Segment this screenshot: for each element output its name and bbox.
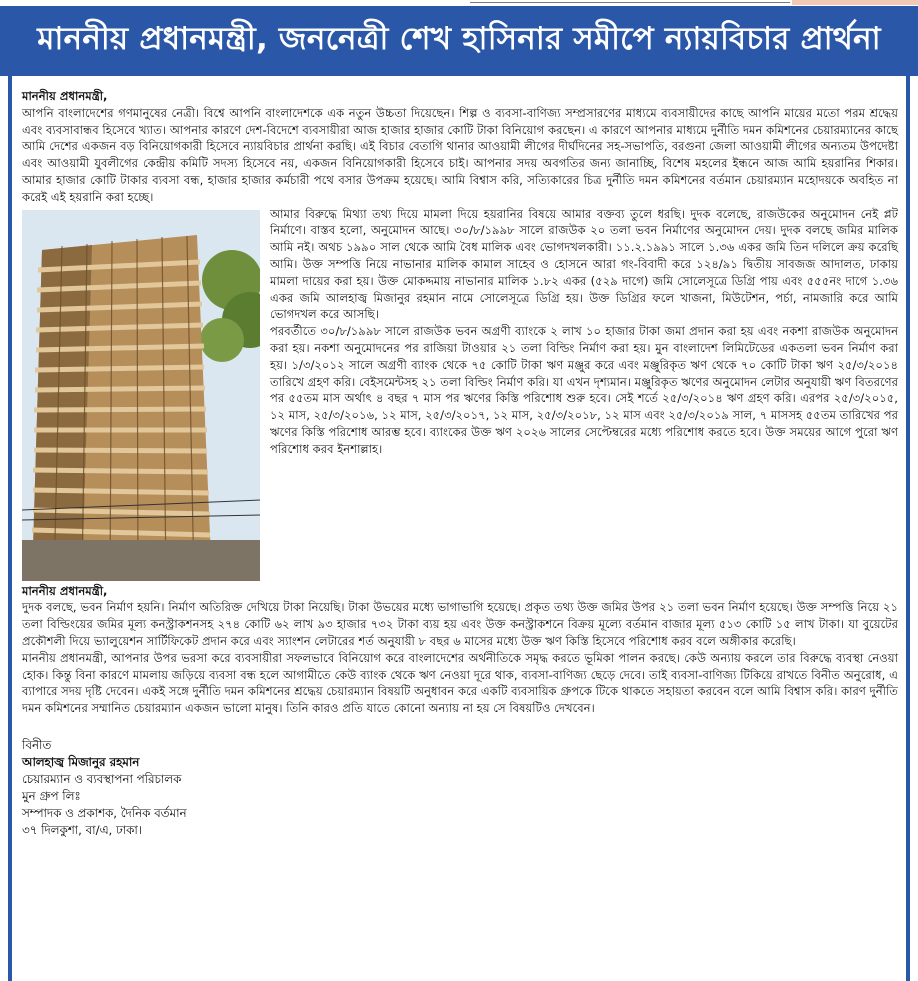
paragraph-case-details: আমার বিরুদ্ধে মিথ্যা তথ্য দিয়ে মামলা দিয়ে হয়রানির বিষয়ে আমার বক্তব্য তুলে ধরছি। দুদক বলেছে, রাজউকের অনুমোদন নেই প্লট নির্মাণে। বাস্তব হলো, অনুমোদন আছে। ৩০/৮/১৯৯৮ সালে রাজউক ২০ তলা ভবন নির্মাণের অনুমোদন দেয়। দুদক বলছে জমির মালিক আমি নই। অথচ ১৯৯০ সাল থেকে আমি বৈধ মালিক এবং ভোগদখলকারী। ১১.২.১৯৯১ সালে ১.৩৬ একর জমি তিন দলিলে ক্রয় করেছি আমি। উক্ত সম্পত্তি নিয়ে নাভানার মালিক কামাল সাহেব ও হোসনে আরা গং-বিবাদী করে ১২৪/৯১ দ্বিতীয় সাবজজ আদালত, ঢাকায় মামলা দায়ের করা হয়। উক্ত মোকদ্দমায় নাভানার মালিক ১.৮২ একর (৫২৯ দাগে) জমি সোলেসূত্রে ডিগ্রি পায় এবং ৫৫৫নং দাগে ১.৩৬ একর জমি আলহাজ্ব মিজানুর রহমান নামে সোলেসূত্রে ডিগ্রি হয়। উক্ত ডিগ্রির ফলে খাজনা, মিউটেশন, পর্চা, নামজারি করে আমি ভোগদখল করে আসছি। [270, 206, 898, 322]
salutation-first: মাননীয় প্রধানমন্ত্রী, [22, 89, 108, 103]
signature-block [22, 737, 898, 839]
building-photo [22, 210, 260, 581]
signature-closing: বিনীত [22, 737, 52, 752]
headline-banner [0, 6, 918, 76]
signature-role: সম্পাদক ও প্রকাশক, দৈনিক বর্তমান [22, 805, 187, 820]
signature-address: ৩৭ দিলকুশা, বা/এ, ঢাকা। [22, 822, 143, 837]
signature-name: আলহাজ্ব মিজানুর রহমান [22, 754, 140, 769]
paragraph-appeal: মাননীয় প্রধানমন্ত্রী, আপনার উপর ভরসা করে ব্যবসায়ীরা সফলভাবে বিনিয়োগ করে বাংলাদেশের অর্থনীতিকে সমৃদ্ধ করতে ভূমিকা পালন করছে। কেউ অন্যায় করলে তার বিরুদ্ধে ব্যবস্থা নেওয়া হোক। কিন্তু বিনা কারণে মামলায় জড়িয়ে ব্যবসা বন্ধ হলে আগামীতে কেউ ব্যাংক থেকে ঋণ নেওয়া দূরে থাক, ব্যবসা-বাণিজ্য ছেড়ে দেবে। তাই ব্যবসা-বাণিজ্য টিকিয়ে রাখতে বিনীত অনুরোধ, এ ব্যাপারে সদয় দৃষ্টি দেবেন। একই সঙ্গে দুর্নীতি দমন কমিশনের শ্রদ্ধেয় চেয়ারম্যান বিষয়টি অনুধাবন করে একটি ব্যবসায়িক গ্রুপকে টিকে থাকতে সহায়তা করবেন বলে আমি বিশ্বাস করি। কারণ দুর্নীতি দমন কমিশনের সম্মানিত চেয়ারম্যান একজন ভালো মানুষ। তিনি কারও প্রতি যাতে কোনো অন্যায় না হয় সে বিষয়টিও দেখবেন। [22, 650, 898, 716]
paragraph-loan-details: পরবর্তীতে ৩০/৮/১৯৯৮ সালে রাজউক ভবন অগ্রণী ব্যাংকে ২ লাখ ১০ হাজার টাকা জমা প্রদান করা হয় এবং নকশা রাজউক অনুমোদন করা হয়। নকশা অনুমোদনের পর রাজিয়া টাওয়ার ২১ তলা বিল্ডিং নির্মাণ করা হয়। মুন বাংলাদেশ লিমিটেডের একতলা ভবন নির্মাণ করা হয়। ১/৩/২০১২ সালে অগ্রণী ব্যাংক থেকে ৭৫ কোটি টাকা ঋণ মঞ্জুর করে এবং মঞ্জুরিকৃত ঋণ থেকে ৭০ কোটি টাকা ঋণ ২৫/৩/২০১৪ তারিখে গ্রহণ করি। বেইসমেন্টসহ ২১ তলা বিল্ডিং নির্মাণ করি। যা এখন দৃশ্যমান। মঞ্জুরিকৃত ঋণের অনুমোদন লেটার অনুযায়ী ঋণ বিতরণের পর ৫৫তম মাস অর্থাৎ ৪ বছর ৭ মাস পর ঋণের কিস্তি পরিশোধ শুরু হবে। সেই শর্তে ২৫/৩/২০১৪ ঋণ গ্রহণ করি। এরপর ২৫/৩/২০১৫, ১২ মাস, ২৫/৩/২০১৬, ১২ মাস, ২৫/৩/২০১৭, ১২ মাস, ২৫/৩/২০১৮, ১২ মাস এবং ২৫/৩/২০১৯ সাল, ৭ মাসসহ ৫৫তম তারিখের পর ঋণের কিস্তি পরিশোধ আরম্ভ হবে। ব্যাংকের উক্ত ঋণ ২০২৬ সালের সেপ্টেম্বরের মধ্যে পরিশোধ করতে হবে। উক্ত সময়ের আগে পুরো ঋণ পরিশোধ করব ইনশাল্লাহ। [270, 324, 898, 456]
headline-title: মাননীয় প্রধানমন্ত্রী, জননেত্রী শেখ হাসিনার সমীপে ন্যায়বিচার প্রার্থনা [37, 21, 881, 57]
salutation-second: মাননীয় প্রধানমন্ত্রী, [22, 583, 108, 598]
signature-group: মুন গ্রুপ লিঃ [22, 788, 81, 803]
signature-title: চেয়ারম্যান ও ব্যবস্থাপনা পরিচালক [22, 771, 182, 786]
paragraph-construction-facts: দুদক বলছে, ভবন নির্মাণ হয়নি। নির্মাণ অতিরিক্ত দেখিয়ে টাকা নিয়েছি। টাকা উভয়ের মধ্যে ভাগাভাগি হয়েছে। প্রকৃত তথ্য উক্ত জমির উপর ২১ তলা ভবন নির্মাণ হয়েছে। উক্ত সম্পত্তি নিয়ে ২১ তলা বিল্ডিংয়ের জমির মূল্য কনস্ট্রাকশনসহ ২৭৪ কোটি ৬২ লাখ ৯৩ হাজার ৭৩২ টাকা ব্যয় হয় এবং উক্ত কনস্ট্রাকশনে বিক্রয় মূল্যে বর্তমান বাজার মূল্য ৫১৩ কোটি ১৫ লাখ টাকা। যা বুয়েটের প্রকৌশলী দিয়ে ভ্যালুয়েশন সার্টিফিকেট প্রদান করে এবং স্যাংশন লেটারের শর্ত অনুযায়ী ৮ বছর ৬ মাসের মধ্যে উক্ত ঋণ কিস্তি হিসেবে পরিশোধ করব বলে অঙ্গীকার করেছি। [22, 600, 898, 648]
top-rule [470, 2, 790, 3]
letter-body [22, 88, 898, 839]
building-illustration [22, 210, 260, 581]
top-color-tab [792, 0, 918, 5]
paragraph-intro-1: আপনি বাংলাদেশের গণমানুষের নেত্রী। বিশ্বে আপনি বাংলাদেশকে এক নতুন উচ্চতা দিয়েছেন। শিল্প ও ব্যবসা-বাণিজ্য সম্প্রসারণের মাধ্যমে ব্যবসায়ীদের কাছে আপনি মায়ের মতো পরম শ্রদ্ধেয় এবং ব্যবসাবান্ধব হিসেবে খ্যাত। আপনার কারণে দেশ-বিদেশে ব্যবসায়ীরা আজ হাজার হাজার কোটি টাকা বিনিয়োগ করছেন। এ কারণে আপনার মাধ্যমে দুর্নীতি দমন কমিশনের চেয়ারম্যানের কাছে আমি দেশের একজন বড় বিনিয়োগকারী হিসেবে ন্যায়বিচার প্রার্থনা করছি। এই বিচার বেতাগি থানার আওয়ামী লীগের দীর্ঘদিনের সহ-সভাপতি, বরগুনা জেলা আওয়ামী লীগের অন্যতম উপদেষ্টা এবং আওয়ামী যুবলীগের কেন্দ্রীয় কমিটি সদস্য হিসেবে নয়, একজন বিনিয়োগকারী হিসেবে চাই। আপনার সদয় অবগতির জন্য জানাচ্ছি, বিশেষ মহলের ইন্ধনে আজ আমি হয়রানির শিকার। আমার হাজার কোটি টাকার ব্যবসা বন্ধ, হাজার হাজার কর্মচারী পথে বসার উপক্রম হয়েছে। আমি বিশ্বাস করি, সত্যিকারের চিত্র দুর্নীতি দমন কমিশনের বর্তমান চেয়ারম্যান মহোদয়কে অবহিত না করেই এই হয়রানি করা হচ্ছে। [22, 105, 898, 204]
